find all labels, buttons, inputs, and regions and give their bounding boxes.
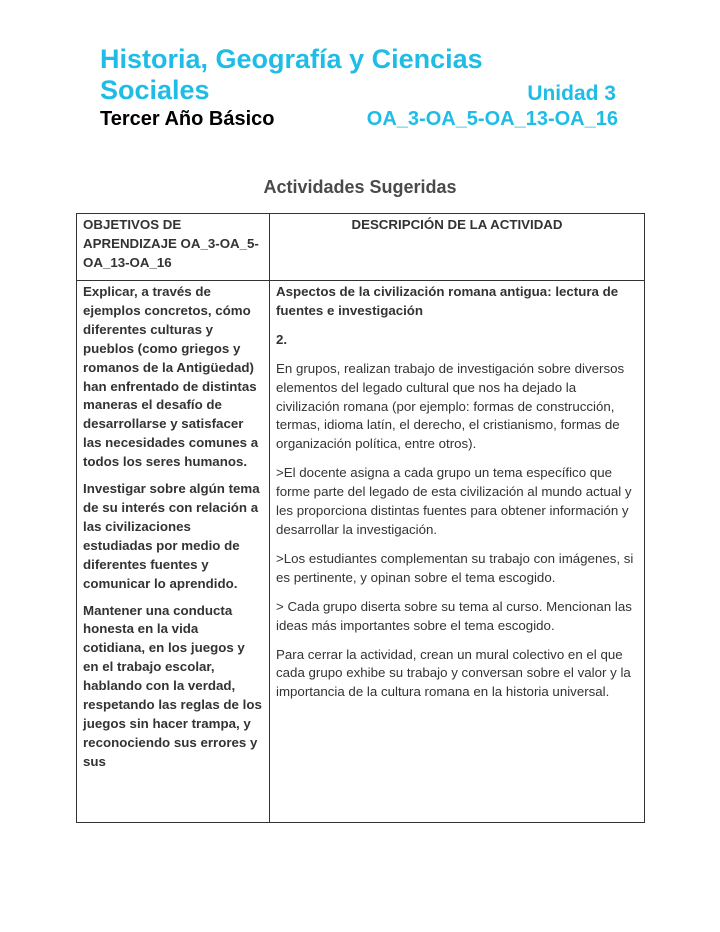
objectives-header: OBJETIVOS DE APRENDIZAJE OA_3-OA_5-OA_13-OA_16 xyxy=(77,214,270,281)
objectives-cell xyxy=(77,281,270,823)
activity-paragraph: > Cada grupo diserta sobre su tema al curso. Mencionan las ideas más importantes sobre el tema escogido. xyxy=(276,598,632,633)
objective-item: Mantener una conducta honesta en la vida cotidiana, en los juegos y en el trabajo escolar, hablando con la verdad, respetando las reglas de los juegos sin hacer trampa, y reconociendo sus errores y sus xyxy=(83,602,262,769)
activity-number: 2. xyxy=(276,331,288,347)
activity-paragraph: En grupos, realizan trabajo de investigación sobre diversos elementos del legado cultural que nos ha dejado la civilización romana (por ejemplo: formas de construcción, termas, idioma latín, el derecho, el cristianismo, formas de organización política, entre otros). xyxy=(276,360,625,452)
unit-label: Unidad 3 xyxy=(527,82,616,105)
activity-paragraph: Para cerrar la actividad, crean un mural colectivo en el que cada grupo exhibe su trabajo y conversan sobre el valor y la importancia de la cultura romana en la historia universal. xyxy=(276,646,631,700)
description-cell xyxy=(270,281,645,823)
activity-paragraph: >El docente asigna a cada grupo un tema específico que forme parte del legado de esta civilización al mundo actual y les proporciona distintas fuentes para obtener información y desarrollar la investigación. xyxy=(276,465,632,537)
description-header: DESCRIPCIÓN DE LA ACTIVIDAD xyxy=(270,214,645,281)
grade-label: Tercer Año Básico xyxy=(100,108,275,130)
activity-paragraph: >Los estudiantes complementan su trabajo con imágenes, si es pertinente, y opinan sobre el tema escogido. xyxy=(276,550,634,585)
oa-codes: OA_3-OA_5-OA_13-OA_16 xyxy=(366,108,618,130)
objective-item: Investigar sobre algún tema de su interés con relación a las civilizaciones estudiadas por medio de diferentes fuentes y comunicar lo aprendido. xyxy=(83,481,260,591)
subject-title: Historia, Geografía y Ciencias Sociales xyxy=(100,44,483,105)
section-title: Actividades Sugeridas xyxy=(263,177,457,197)
activity-title: Aspectos de la civilización romana antigua: lectura de fuentes e investigación xyxy=(276,284,619,318)
activities-table xyxy=(76,213,645,823)
table-header-row xyxy=(77,214,645,281)
table-row xyxy=(77,281,645,823)
objective-item: Explicar, a través de ejemplos concretos, cómo diferentes culturas y pueblos (como griegos y romanos de la Antigüedad) han enfrentado de distintas maneras el desafío de desarrollarse y satisfacer las necesidades comunes a todos los seres humanos. xyxy=(83,284,259,470)
